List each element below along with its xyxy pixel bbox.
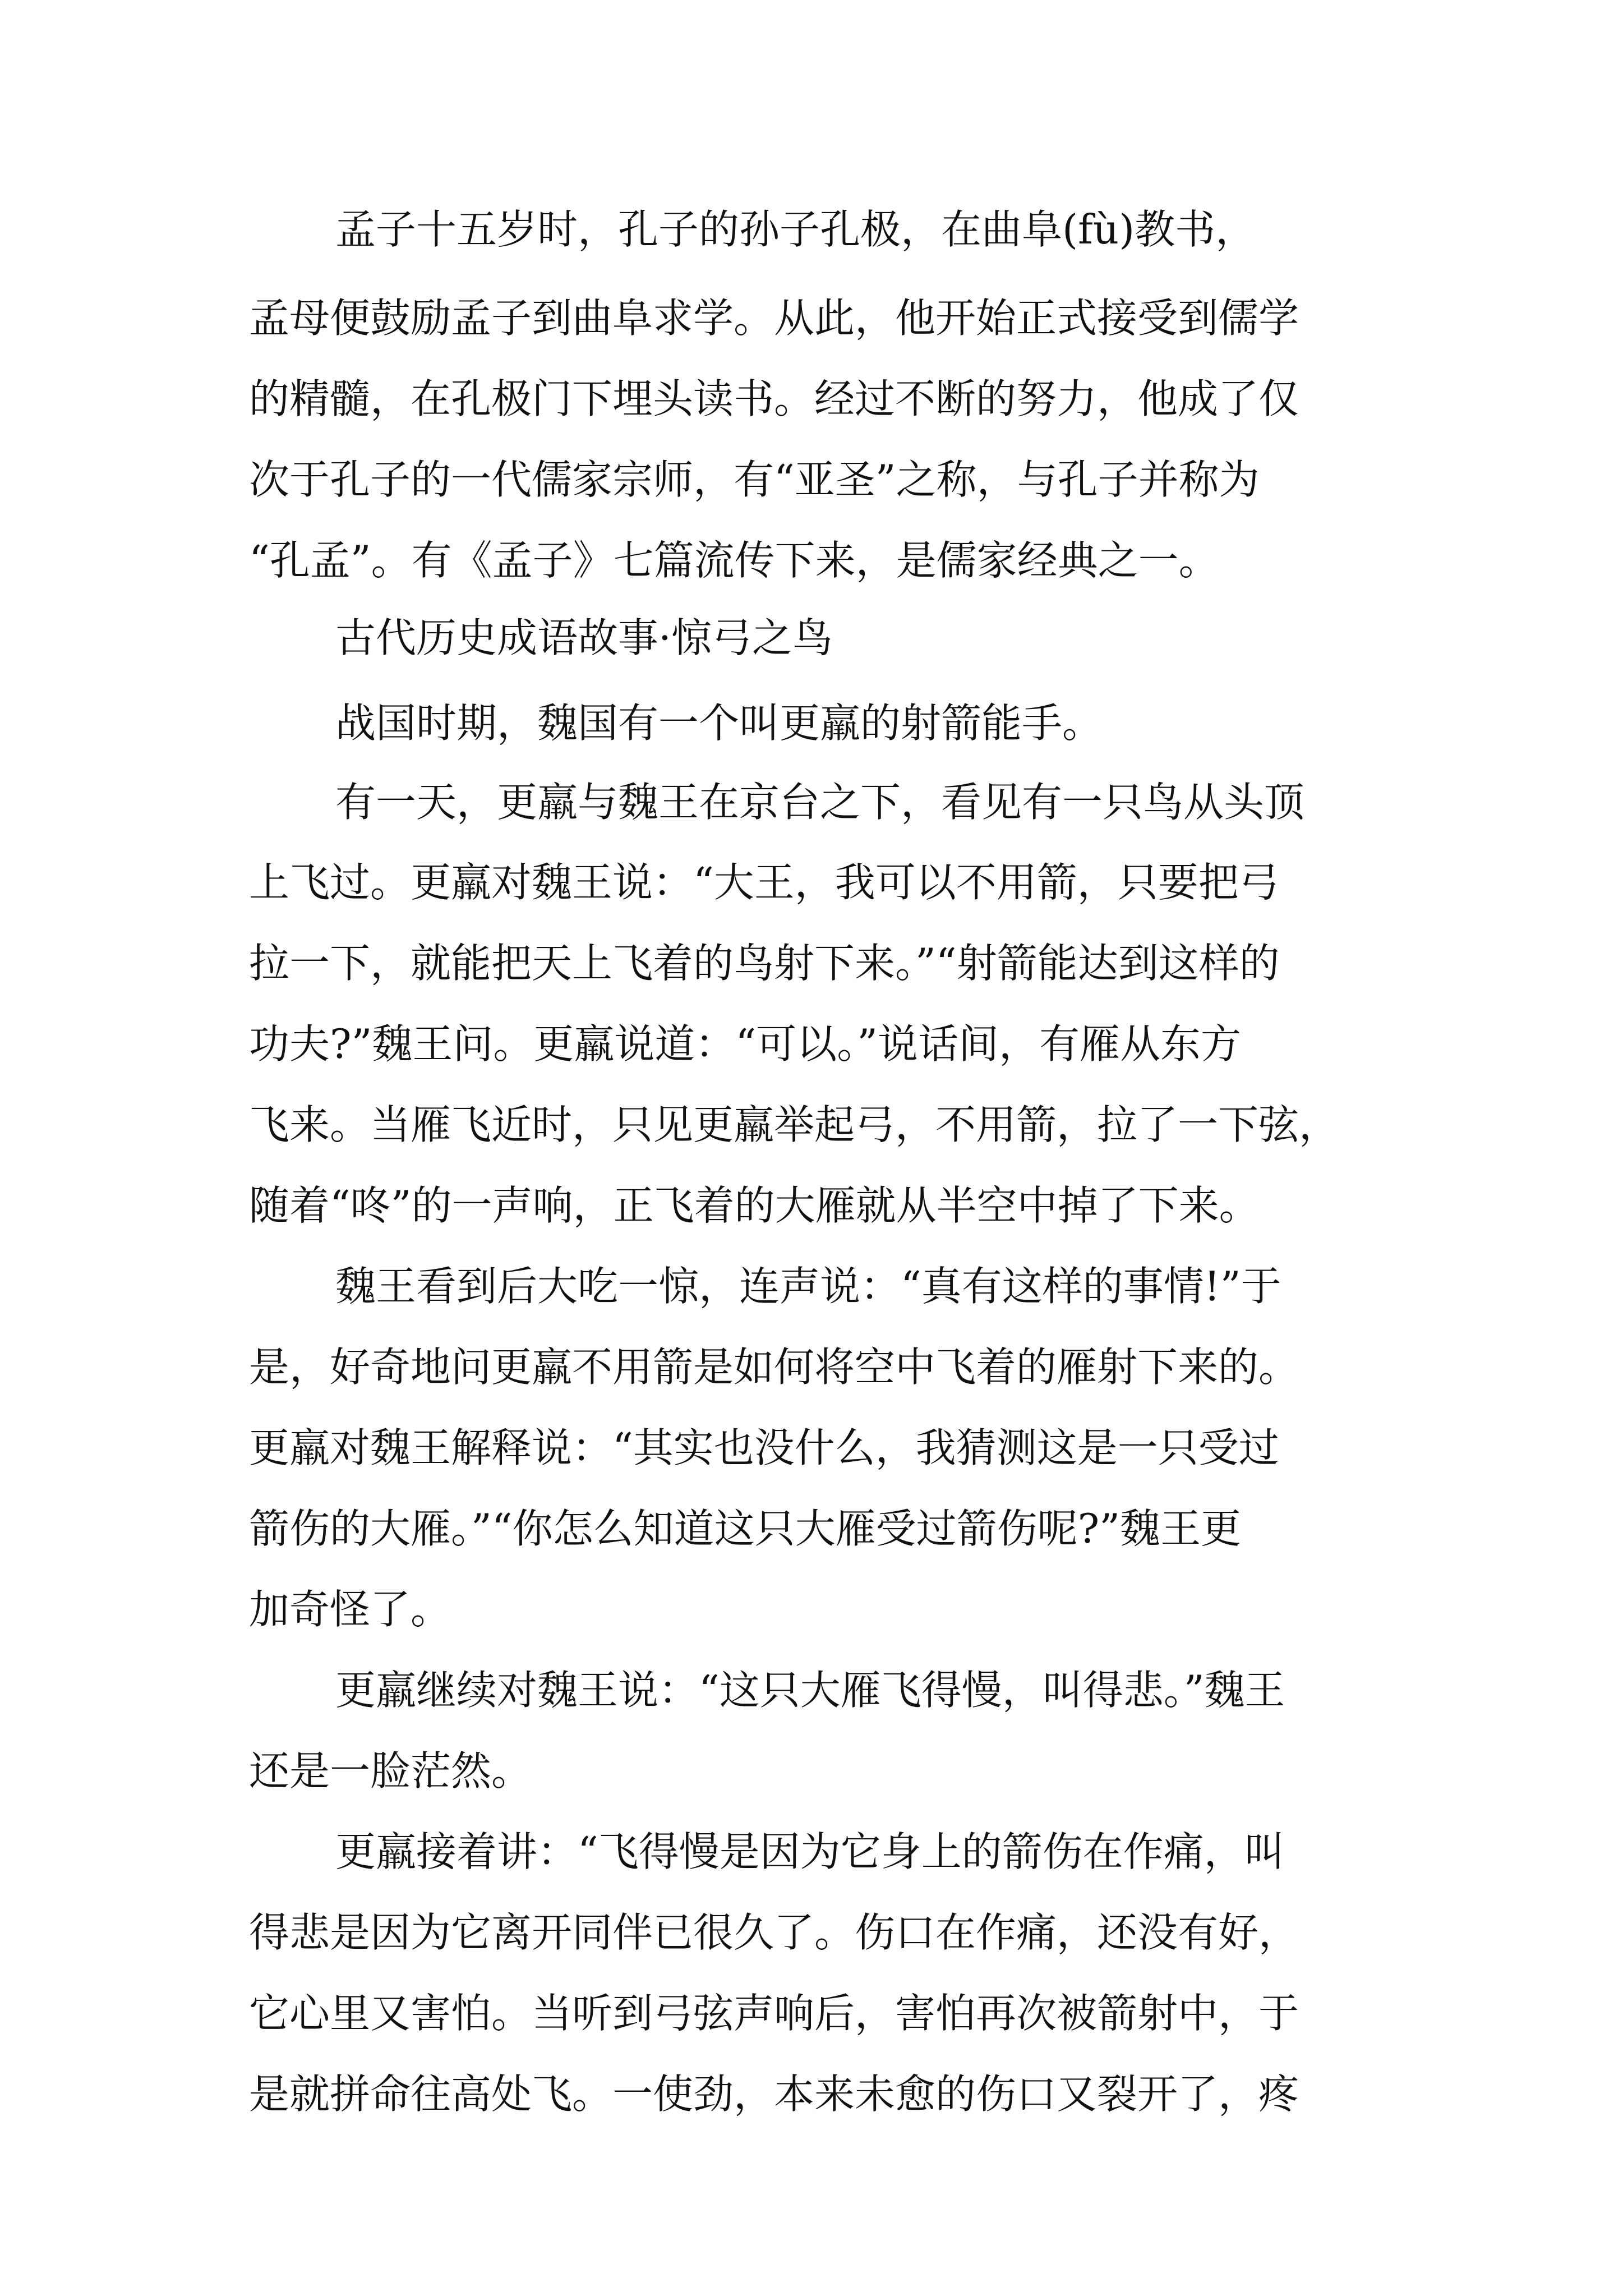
text-line: 加奇怪了。 <box>249 1586 451 1633</box>
text-line: 战国时期，魏国有一个叫更羸的射箭能手。 <box>335 700 1103 747</box>
text-line: 更羸对魏王解释说：“其实也没什么，我猜测这是一只受过 <box>249 1424 1279 1471</box>
text-line: 功夫?”魏王问。更羸说道：“可以。”说话间，有雁从东方 <box>249 1020 1242 1068</box>
text-line: 拉一下，就能把天上飞着的鸟射下来。”“射箭能达到这样的 <box>249 940 1280 987</box>
text-line: 飞来。当雁飞近时，只见更羸举起弓，不用箭，拉了一下弦， <box>249 1101 1340 1148</box>
text-line: 箭伤的大雁。”“你怎么知道这只大雁受过箭伤呢?”魏王更 <box>249 1505 1242 1552</box>
text-line: 魏王看到后大吃一惊，连声说：“真有这样的事情!”于 <box>335 1263 1281 1310</box>
text-line: 孟子十五岁时，孔子的孙子孔极，在曲阜(fù)教书， <box>335 206 1256 253</box>
text-line: 孟母便鼓励孟子到曲阜求学。从此，他开始正式接受到儒学 <box>249 295 1299 342</box>
text-line: “孔孟”。有《孟子》七篇流传下来，是儒家经典之一。 <box>249 537 1219 584</box>
text-line: 是，好奇地问更羸不用箭是如何将空中飞着的雁射下来的。 <box>249 1343 1299 1391</box>
text-line: 是就拼命往高处飞。一使劲，本来未愈的伤口又裂开了，疼 <box>249 2070 1299 2118</box>
text-line: 它心里又害怕。当听到弓弦声响后，害怕再次被箭射中，于 <box>249 1990 1299 2037</box>
text-line: 的精髓，在孔极门下埋头读书。经过不断的努力，他成了仅 <box>249 375 1299 422</box>
section-heading: 古代历史成语故事·惊弓之鸟 <box>335 614 833 661</box>
text-line: 更羸继续对魏王说：“这只大雁飞得慢，叫得悲。”魏王 <box>335 1667 1285 1714</box>
text-line: 还是一脸茫然。 <box>249 1747 532 1795</box>
text-line: 得悲是因为它离开同伴已很久了。伤口在作痛，还没有好， <box>249 1909 1299 1956</box>
text-line: 随着“咚”的一声响，正飞着的大雁就从半空中掉了下来。 <box>249 1182 1260 1229</box>
text-line: 次于孔子的一代儒家宗师，有“亚圣”之称，与孔子并称为 <box>249 456 1260 503</box>
text-line: 上飞过。更羸对魏王说：“大王，我可以不用箭，只要把弓 <box>249 859 1279 906</box>
text-line: 更羸接着讲：“飞得慢是因为它身上的箭伤在作痛，叫 <box>335 1828 1285 1875</box>
text-line: 有一天，更羸与魏王在京台之下，看见有一只鸟从头顶 <box>335 779 1305 826</box>
